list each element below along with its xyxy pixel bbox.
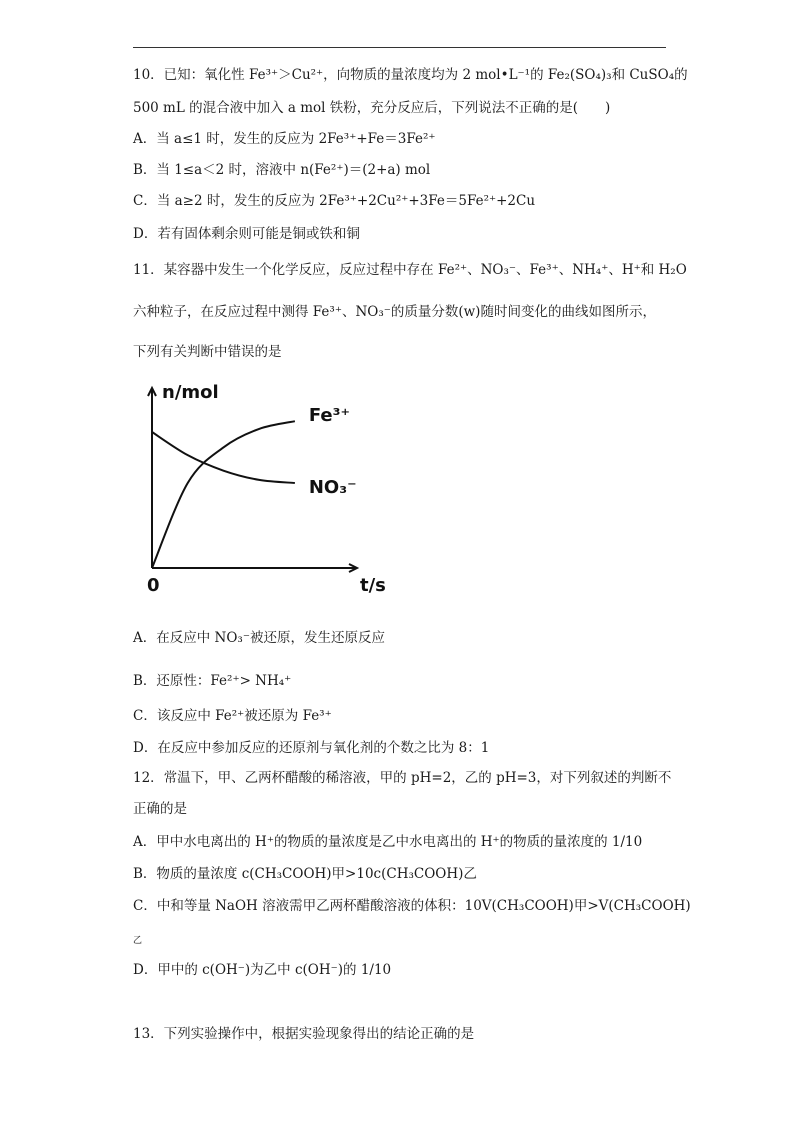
q11-option-a: A．在反应中 NO₃⁻被还原，发生还原反应 <box>133 630 385 646</box>
q12-option-d: D．甲中的 c(OH⁻)为乙中 c(OH⁻)的 1/10 <box>133 962 392 978</box>
q12-option-a: A．甲中水电离出的 H⁺的物质的量浓度是乙中水电离出的 H⁺的物质的量浓度的 1/10 <box>133 834 643 850</box>
q12-option-b: B．物质的量浓度 c(CH₃COOH)甲>10c(CH₃COOH)乙 <box>133 866 477 882</box>
legend-no3-label: NO₃⁻ <box>308 477 357 498</box>
q11-option-d: D．在反应中参加反应的还原剂与氧化剂的个数之比为 8：1 <box>133 740 490 756</box>
q12-option-c: C．中和等量 NaOH 溶液需甲乙两杯醋酸溶液的体积：10V(CH₃COOH)甲>V(CH₃COOH) <box>133 898 691 914</box>
q10-option-d: D．若有固体剩余则可能是铜或铁和铜 <box>133 226 360 242</box>
q12-option-c-tail: 乙 <box>133 936 143 946</box>
series-no3-curve <box>152 432 295 483</box>
q10-stem-line2: 500 mL 的混合液中加入 a mol 铁粉，充分反应后，下列说法不正确的是( ) <box>133 100 611 116</box>
q11-stem-line2: 六种粒子，在反应过程中测得 Fe³⁺、NO₃⁻的质量分数(w)随时间变化的曲线如图所示， <box>133 304 656 320</box>
q10-stem-line1: 10．已知：氧化性 Fe³⁺＞Cu²⁺，向物质的量浓度均为 2 mol•L⁻¹的 Fe₂(SO₄)₃和 CuSO₄的 <box>133 67 688 83</box>
q12-stem-line2: 正确的是 <box>133 801 187 817</box>
chart-curves <box>152 421 295 568</box>
q11-stem-line3: 下列有关判断中错误的是 <box>133 344 282 360</box>
q10-option-c: C．当 a≥2 时，发生的反应为 2Fe³⁺+2Cu²⁺+3Fe＝5Fe²⁺+2Cu <box>133 193 536 209</box>
q10-option-a: A．当 a≤1 时，发生的反应为 2Fe³⁺+Fe＝3Fe²⁺ <box>133 131 436 147</box>
origin-label: 0 <box>147 575 160 596</box>
q11-chart <box>130 378 390 603</box>
q11-option-c: C．该反应中 Fe²⁺被还原为 Fe³⁺ <box>133 708 332 724</box>
q13-stem-line1: 13．下列实验操作中，根据实验现象得出的结论正确的是 <box>133 1026 475 1042</box>
legend-fe3-label: Fe³⁺ <box>308 405 351 427</box>
q11-stem-line1: 11．某容器中发生一个化学反应，反应过程中存在 Fe²⁺、NO₃⁻、Fe³⁺、NH₄⁺、H⁺和 H₂O <box>133 262 687 278</box>
x-axis-label: t/s <box>360 575 386 596</box>
q11-option-b: B．还原性：Fe²⁺> NH₄⁺ <box>133 673 292 689</box>
q10-option-b: B．当 1≤a＜2 时，溶液中 n(Fe²⁺)＝(2+a) mol <box>133 162 431 178</box>
y-axis-label: n/mol <box>162 382 219 403</box>
series-fe3-curve <box>152 421 295 568</box>
q12-stem-line1: 12．常温下，甲、乙两杯醋酸的稀溶液，甲的 pH=2，乙的 pH=3，对下列叙述的判断不 <box>133 770 672 786</box>
header-rule <box>133 47 666 48</box>
